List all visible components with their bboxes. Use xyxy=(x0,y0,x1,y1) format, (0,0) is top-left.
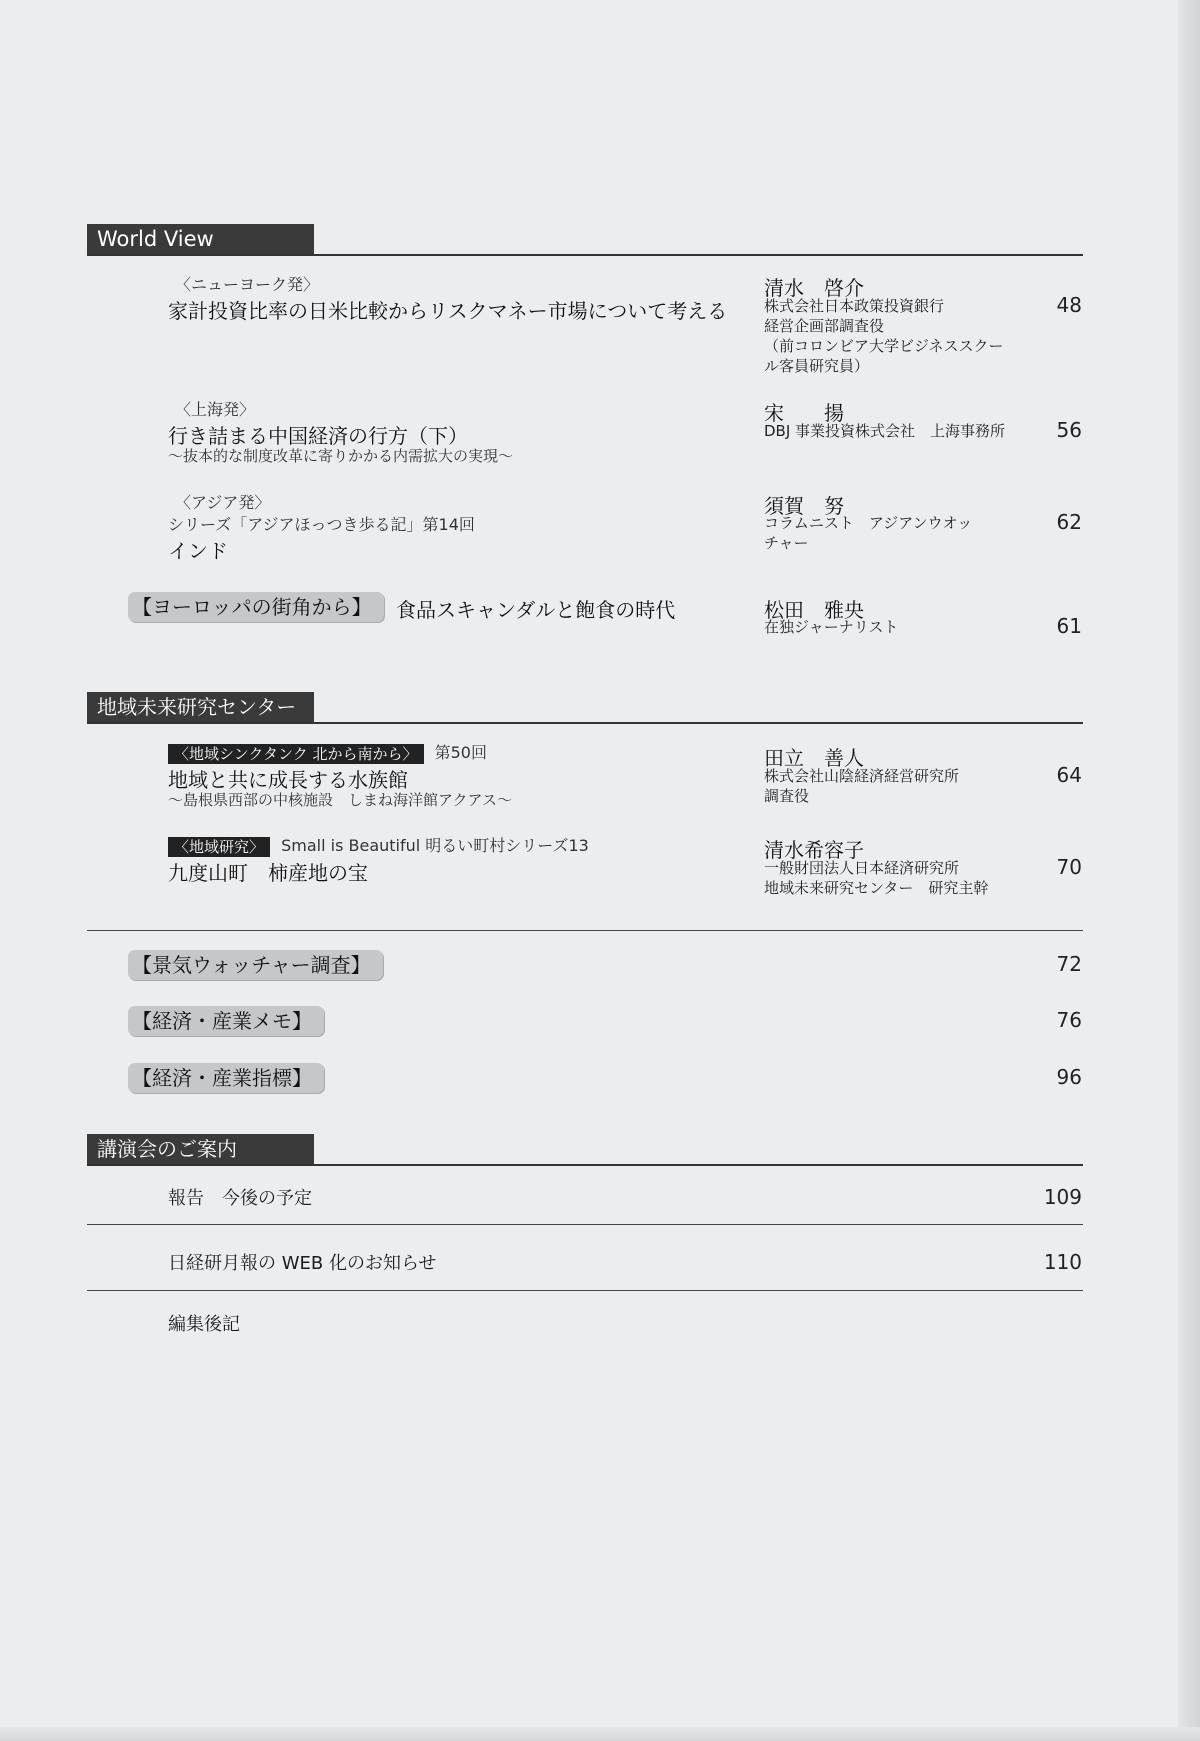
entry-affiliation: 株式会社山陰経済経営研究所 調査役 xyxy=(764,767,960,805)
entry-page-number: 61 xyxy=(1056,614,1082,638)
divider xyxy=(87,1290,1083,1291)
series-badge: 〈地域研究〉 xyxy=(168,837,270,857)
entry-affiliation: 株式会社日本政策投資銀行 経営企画部調査役 （前コロンビア大学ビジネススクー ル客員研究員） xyxy=(764,297,1004,375)
entry-title: 九度山町 柿産地の宝 xyxy=(168,861,368,885)
entry-author: 須賀 努 xyxy=(764,494,844,518)
page-edge-bottom xyxy=(0,1727,1200,1741)
entry-title: 家計投資比率の日米比較からリスクマネー市場について考える xyxy=(168,299,728,323)
entry-affiliation: コラムニスト アジアンウオッ チャー xyxy=(764,514,973,552)
entry-subtitle: ～島根県西部の中核施設 しまね海洋館アクアス～ xyxy=(168,791,512,809)
section-title: 講演会のご案内 xyxy=(87,1134,314,1164)
entry-page-number: 76 xyxy=(1056,1008,1082,1032)
entry-page-number: 96 xyxy=(1056,1065,1082,1089)
entry-author: 清水 啓介 xyxy=(764,276,864,300)
entry-title: 編集後記 xyxy=(168,1314,240,1335)
entry-subtitle: ～抜本的な制度改革に寄りかかる内需拡大の実現～ xyxy=(168,447,514,465)
entry-author: 宋 揚 xyxy=(764,401,844,425)
entry-origin: 〈上海発〉 xyxy=(175,400,256,419)
entry-page-number: 62 xyxy=(1056,510,1082,534)
column-tag: 【経済・産業メモ】 xyxy=(128,1006,324,1036)
entry-badge-row xyxy=(168,740,487,764)
section-rule xyxy=(87,254,1083,256)
entry-page-number: 72 xyxy=(1056,952,1082,976)
section-title: 地域未来研究センター xyxy=(87,692,314,722)
column-tag: 【景気ウォッチャー調査】 xyxy=(128,950,383,980)
entry-author: 田立 善人 xyxy=(764,746,864,770)
entry-title: 日経研月報の WEB 化のお知らせ xyxy=(168,1253,437,1274)
entry-title: 行き詰まる中国経済の行方（下） xyxy=(168,424,468,448)
entry-badge-row xyxy=(168,833,589,857)
entry-affiliation: DBJ 事業投資株式会社 上海事務所 xyxy=(764,422,1006,440)
entry-title: 報告 今後の予定 xyxy=(168,1188,312,1209)
entry-page-number: 64 xyxy=(1056,763,1082,787)
entry-title: インド xyxy=(168,539,228,563)
entry-page-number: 48 xyxy=(1056,293,1082,317)
entry-affiliation: 在独ジャーナリスト xyxy=(764,618,899,636)
entry-author: 松田 雅央 xyxy=(764,598,864,622)
series-badge: 〈地域シンクタンク 北から南から〉 xyxy=(168,744,424,764)
column-tag: 【ヨーロッパの街角から】 xyxy=(128,592,384,622)
entry-author: 清水希容子 xyxy=(764,838,864,862)
section-rule xyxy=(87,722,1083,724)
column-tag: 【経済・産業指標】 xyxy=(128,1063,324,1093)
entry-page-number: 110 xyxy=(1043,1250,1082,1274)
entry-affiliation: 一般財団法人日本経済研究所 地域未来研究センター 研究主幹 xyxy=(764,859,989,897)
entry-page-number: 109 xyxy=(1043,1185,1082,1209)
entry-origin: 〈アジア発〉 xyxy=(175,493,271,512)
entry-title: 地域と共に成長する水族館 xyxy=(168,768,408,792)
entry-page-number: 56 xyxy=(1056,418,1082,442)
entry-series: シリーズ「アジアほっつき歩る記」第14回 xyxy=(168,515,475,534)
series-title: Small is Beautiful 明るい町村シリーズ13 xyxy=(281,836,589,855)
section-title: World View xyxy=(87,224,314,254)
divider xyxy=(87,930,1083,931)
entry-page-number: 70 xyxy=(1056,855,1082,879)
page-edge-right xyxy=(1178,0,1200,1741)
entry-title: 食品スキャンダルと飽食の時代 xyxy=(396,598,676,622)
section-rule xyxy=(87,1164,1083,1166)
entry-origin: 〈ニューヨーク発〉 xyxy=(175,275,320,294)
series-count: 第50回 xyxy=(434,743,487,762)
divider xyxy=(87,1224,1083,1225)
